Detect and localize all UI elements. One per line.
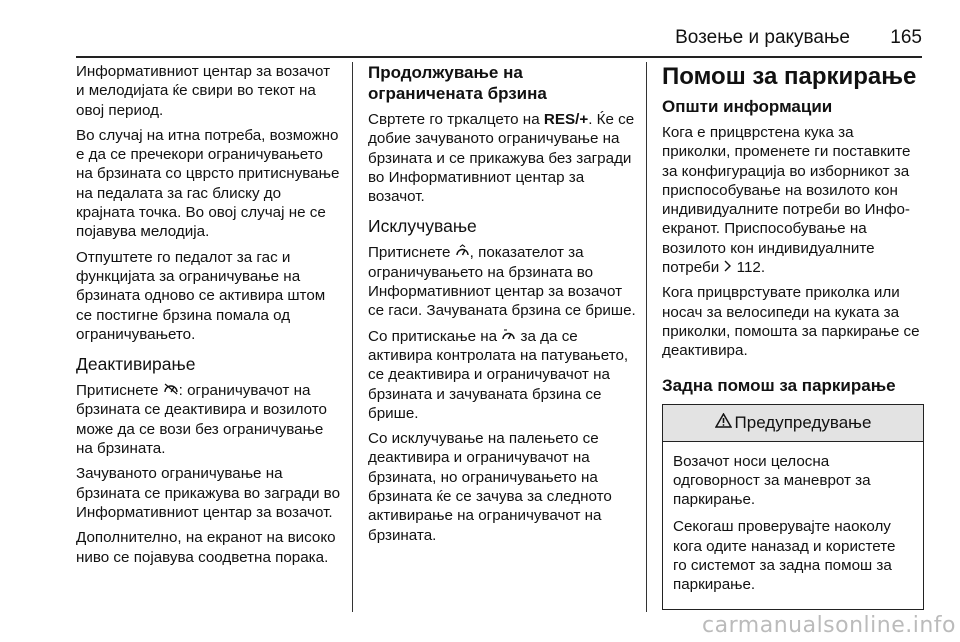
cruise-control-icon <box>501 327 516 346</box>
paragraph: Со исклучување на палењето се деактивира и ограничувачот на брзината, но ограничувањето на брзината ќе се зачува за следното активирање на ограничувачот на брзината. <box>368 430 612 544</box>
limiter-off-icon <box>163 381 179 400</box>
section-heading-continue-limit: Продолжување на ограничената брзина <box>368 63 547 103</box>
section-heading-general-info: Општи информации <box>662 97 833 116</box>
paragraph <box>368 110 636 206</box>
text: Кога е прицврстена кука за приколки, променете ги поставките за конфигурација во изборникот за приспособување на возилото кон индивидуалните потреби во Инфо-екранот. Приспособување на возилото кон индивидуалните потреби <box>662 124 911 277</box>
limiter-icon <box>455 243 470 262</box>
paragraph: Во случај на итна потреба, возможно е да се пречекори ограничувањето на брзината со цврсто притиснување на педалата за гас блиску до крајната точка. Во овој случај не се појавува мелодија. <box>76 126 340 241</box>
watermark: carmanualsonline.info <box>702 613 956 638</box>
paragraph: Возачот носи целосна одговорност за маневрот за паркирање. <box>673 452 871 509</box>
header-divider <box>76 56 922 58</box>
page-reference: 112. <box>732 259 766 277</box>
page-header <box>76 24 922 54</box>
paragraph: Секогаш проверувајте наоколу кога одите наназад и користете го системот за задна помош за паркирање. <box>673 518 896 594</box>
column-middle <box>368 62 636 551</box>
column-divider <box>646 62 647 612</box>
warning-title: Предупредување <box>734 412 872 432</box>
warning-header <box>663 405 923 442</box>
control-label: RES/+ <box>543 111 589 128</box>
paragraph: Дополнително, на екранот на високо ниво се појавува соодветна порака. <box>76 529 336 566</box>
paragraph <box>368 243 636 320</box>
text: Притиснете <box>368 244 455 262</box>
paragraph: Зачуваното ограничување на брзината се прикажува во загради во Информативниот центар за возачот. <box>76 465 341 521</box>
section-heading-switch-off: Исклучување <box>368 216 477 237</box>
text: Свртете го тркалцето на <box>368 111 544 128</box>
warning-triangle-icon <box>715 413 732 433</box>
section-title-parking-assist: Помош за паркирање <box>662 63 917 90</box>
section-heading-deactivation: Деактивирање <box>76 354 196 375</box>
paragraph <box>76 381 342 458</box>
text: . Ќе се добие зачуваното ограничување на брзината и се прикажува без загради во Информативниот центар за возачот. <box>368 111 635 206</box>
section-heading-rear-parking-assist: Задна помош за паркирање <box>662 375 896 395</box>
text: : ограничувачот на брзината се деактивира и возилото може да се вози без ограничување на брзината. <box>76 382 328 458</box>
text: за да се активира контролата на патувањето, се деактивира и ограничувачот на брзината и зачуваната брзина се брише. <box>368 327 629 422</box>
paragraph <box>368 327 636 423</box>
column-left <box>76 62 342 573</box>
column-right <box>662 62 924 610</box>
paragraph: Отпуштете го педалот за гас и функцијата за ограничување на брзината одново се активира штом се постигне брзина помала од ограничувањето. <box>76 248 326 343</box>
page-number: 165 <box>890 27 922 48</box>
paragraph <box>662 123 924 277</box>
text: , показателот за ограничувањето на брзината во Информативниот центар за возачот се гаси. Зачуваната брзина се брише. <box>368 244 636 320</box>
text: Притиснете <box>76 382 163 400</box>
page-header-title: Возење и ракување <box>675 27 850 48</box>
warning-body <box>663 442 923 609</box>
paragraph: Кога прицврстувате приколка или носач за велосипеди на куката за приколки, помошта за паркирање се деактивира. <box>662 284 920 360</box>
column-divider <box>352 62 353 612</box>
paragraph: Информативниот центар за возачот и мелодијата ќе свири во текот на овој период. <box>76 63 331 119</box>
text: Со притискање на <box>368 327 502 345</box>
warning-box <box>662 404 924 610</box>
